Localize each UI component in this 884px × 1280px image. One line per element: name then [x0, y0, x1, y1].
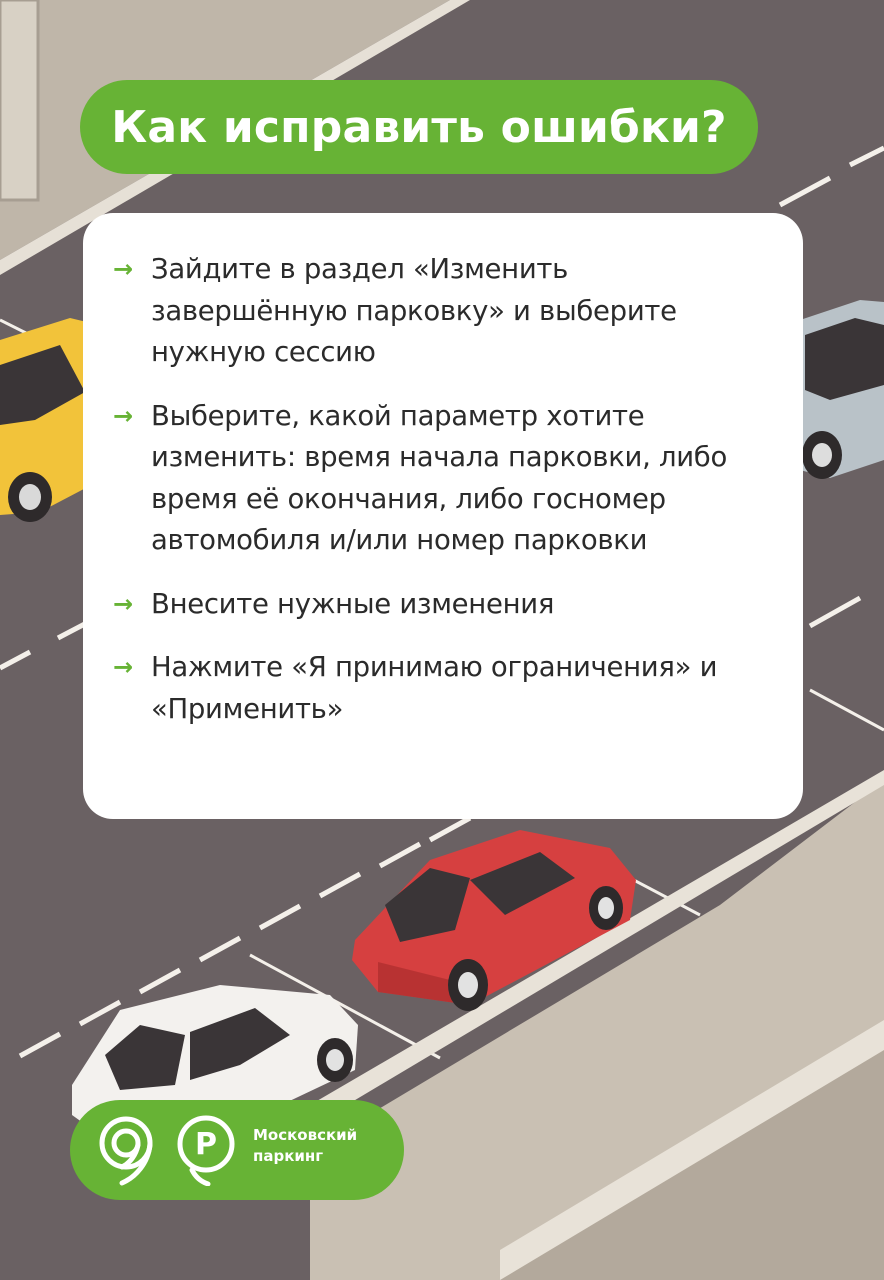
title-banner: [80, 80, 758, 174]
brand-name-line1: Московский: [253, 1126, 358, 1144]
arrow-right-icon: →: [113, 653, 134, 681]
arrow-right-icon: →: [113, 589, 134, 618]
step-text: Выберите, какой параметр хотите изменить: время начала парковки, либо время её окончания, либо госномер автомобиля и/или номер парковки: [151, 399, 727, 556]
arrow-right-icon: →: [113, 255, 134, 283]
arrow-right-icon: →: [113, 401, 134, 430]
parking-p-icon: [174, 1114, 240, 1186]
building-window: [0, 0, 38, 200]
moscow-nine-icon: [96, 1115, 160, 1187]
step-text: Нажмите «Я принимаю ограничения» и «Применить»: [151, 651, 718, 725]
svg-text:P: P: [195, 1127, 217, 1162]
step-item: [113, 249, 763, 374]
step-item: [113, 647, 763, 730]
step-item: [113, 584, 763, 626]
brand-name: [253, 1125, 393, 1167]
step-item: [113, 396, 763, 562]
step-text: Внесите нужные изменения: [151, 587, 555, 620]
steps-list: [113, 249, 763, 730]
grey-car: [800, 300, 884, 479]
brand-name-line2: паркинг: [253, 1147, 324, 1165]
page-title: Как исправить ошибки?: [111, 101, 727, 153]
brand-logo: [70, 1100, 404, 1200]
instructions-card: [83, 213, 803, 819]
step-text: Зайдите в раздел «Изменить завершённую парковку» и выберите нужную сессию: [151, 253, 677, 368]
